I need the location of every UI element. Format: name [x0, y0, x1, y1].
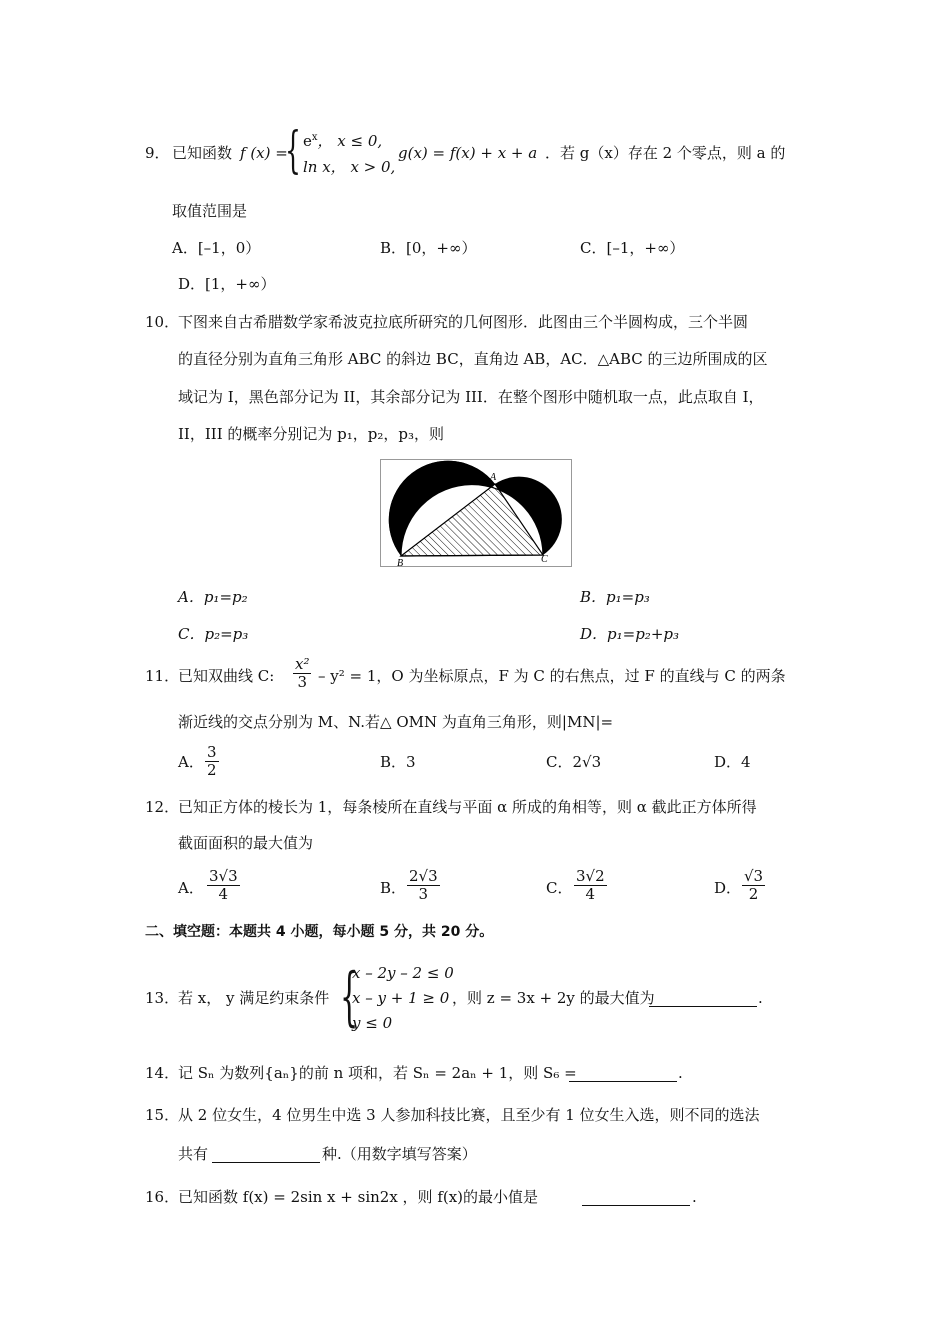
q9-case2: ln x， x > 0,: [303, 158, 396, 176]
q9-brace: {: [285, 121, 301, 179]
q13-brace: {: [340, 960, 359, 1034]
q11-lead: 已知双曲线 C:: [178, 667, 275, 685]
q11-option-a: A．: [178, 753, 204, 771]
q12-line2: 截面面积的最大值为: [178, 834, 314, 852]
q11-option-d: D．4: [714, 753, 751, 771]
q13-answer-blank[interactable]: [649, 992, 757, 1007]
q10-option-b: B．p₁=p₃: [580, 588, 650, 606]
q15-line1: 从 2 位女生，4 位男生中选 3 人参加科技比赛，且至少有 1 位女生入选，则不同的选法: [178, 1106, 760, 1124]
q9-case1: $e^x$， x ≤ 0,: [303, 132, 383, 150]
q9-fx: f (x) =: [240, 144, 288, 162]
q11-line2: 渐近线的交点分别为 M、N.若△ OMN 为直角三角形，则|MN|=: [178, 713, 614, 731]
q13-constraint-1: x – 2y – 2 ≤ 0: [352, 964, 454, 982]
q13-end: .: [758, 989, 763, 1007]
label-b: B: [397, 558, 404, 566]
q15-answer-blank[interactable]: [212, 1148, 320, 1163]
q9-option-c: C．[–1，+∞）: [580, 239, 685, 257]
q12-line1: 已知正方体的棱长为 1，每条棱所在直线与平面 α 所成的角相等，则 α 截此正方体所得: [178, 798, 757, 816]
q9-lead: 已知函数: [172, 144, 233, 162]
q10-line2: 的直径分别为直角三角形 ABC 的斜边 BC，直角边 AB，AC．△ABC 的三边所围成的区: [178, 350, 768, 368]
q9-g: g(x) = f(x) + x + a: [398, 144, 538, 162]
q16-answer-blank[interactable]: [582, 1191, 690, 1206]
q10-line4: II，III 的概率分别记为 p₁，p₂，p₃，则: [178, 425, 445, 443]
q15-number: 15．: [145, 1106, 180, 1124]
q11-fraction: $\frac{\text{x²}}{3}$: [295, 655, 310, 691]
q14-number: 14．: [145, 1064, 180, 1082]
q13-constraint-2: x – y + 1 ≥ 0: [352, 989, 450, 1007]
q14-text: 记 Sₙ 为数列{aₙ}的前 n 项和，若 Sₙ = 2aₙ + 1，则 S₆ =: [178, 1064, 577, 1082]
q11-option-b: B．3: [380, 753, 416, 771]
q10-line1: 下图来自古希腊数学家希波克拉底所研究的几何图形．此图由三个半圆构成，三个半圆: [178, 313, 749, 331]
hippocrates-lunes-figure: [380, 459, 572, 567]
q9-line2: 取值范围是: [172, 202, 248, 220]
q12-option-b: B．: [380, 879, 407, 897]
q15-line2-b: 种.（用数字填写答案）: [322, 1145, 477, 1163]
q11-option-c: C．2√3: [546, 753, 602, 771]
q9-option-a: A．[–1，0）: [172, 239, 261, 257]
q11-mid: – y² = 1，O 为坐标原点，F 为 C 的右焦点，过 F 的直线与 C 的两条: [318, 667, 786, 685]
q12-option-d-fraction: $\frac{√3}{2}$: [744, 867, 764, 903]
q16-end: .: [692, 1188, 697, 1206]
q14-end: .: [678, 1064, 683, 1082]
q10-option-c: C．p₂=p₃: [178, 625, 249, 643]
q12-option-a: A．: [178, 879, 204, 897]
q9-tail: ．若 g（x）存在 2 个零点，则 a 的: [545, 144, 786, 162]
q10-option-d: D．p₁=p₂+p₃: [580, 625, 680, 643]
q13-constraint-3: y ≤ 0: [352, 1014, 393, 1032]
q11-option-a-fraction: $\frac{3}{2}$: [207, 743, 217, 779]
q12-number: 12．: [145, 798, 180, 816]
q9-option-b: B．[0，+∞）: [380, 239, 477, 257]
label-a: A: [490, 472, 497, 483]
q12-option-b-fraction: $\frac{2√3}{3}$: [409, 867, 438, 903]
q12-option-a-fraction: $\frac{3√3}{4}$: [209, 867, 238, 903]
q12-option-c: C．: [546, 879, 573, 897]
q15-line2-a: 共有: [178, 1145, 209, 1163]
q11-number: 11．: [145, 667, 180, 685]
q13-lead: 若 x， y 满足约束条件: [178, 989, 330, 1007]
q16-number: 16．: [145, 1188, 180, 1206]
q14-answer-blank[interactable]: [569, 1067, 677, 1082]
q12-option-c-fraction: $\frac{3√2}{4}$: [576, 867, 605, 903]
q10-number: 10．: [145, 313, 180, 331]
q16-text: 已知函数 f(x) = 2sin x + sin2x ，则 f(x)的最小值是: [178, 1188, 539, 1206]
q10-line3: 域记为 I，黑色部分记为 II，其余部分记为 III．在整个图形中随机取一点，此点取自 I，: [178, 388, 764, 406]
q12-option-d: D．: [714, 879, 742, 897]
q9-number: 9．: [145, 144, 170, 162]
q13-tail: ，则 z = 3x + 2y 的最大值为: [452, 989, 655, 1007]
q10-option-a: A．p₁=p₂: [178, 588, 248, 606]
label-c: C: [541, 554, 548, 565]
q13-number: 13．: [145, 989, 180, 1007]
q9-option-d: D．[1，+∞）: [178, 275, 276, 293]
section-2-heading: 二、填空题：本题共 4 小题，每小题 5 分，共 20 分。: [145, 924, 494, 940]
